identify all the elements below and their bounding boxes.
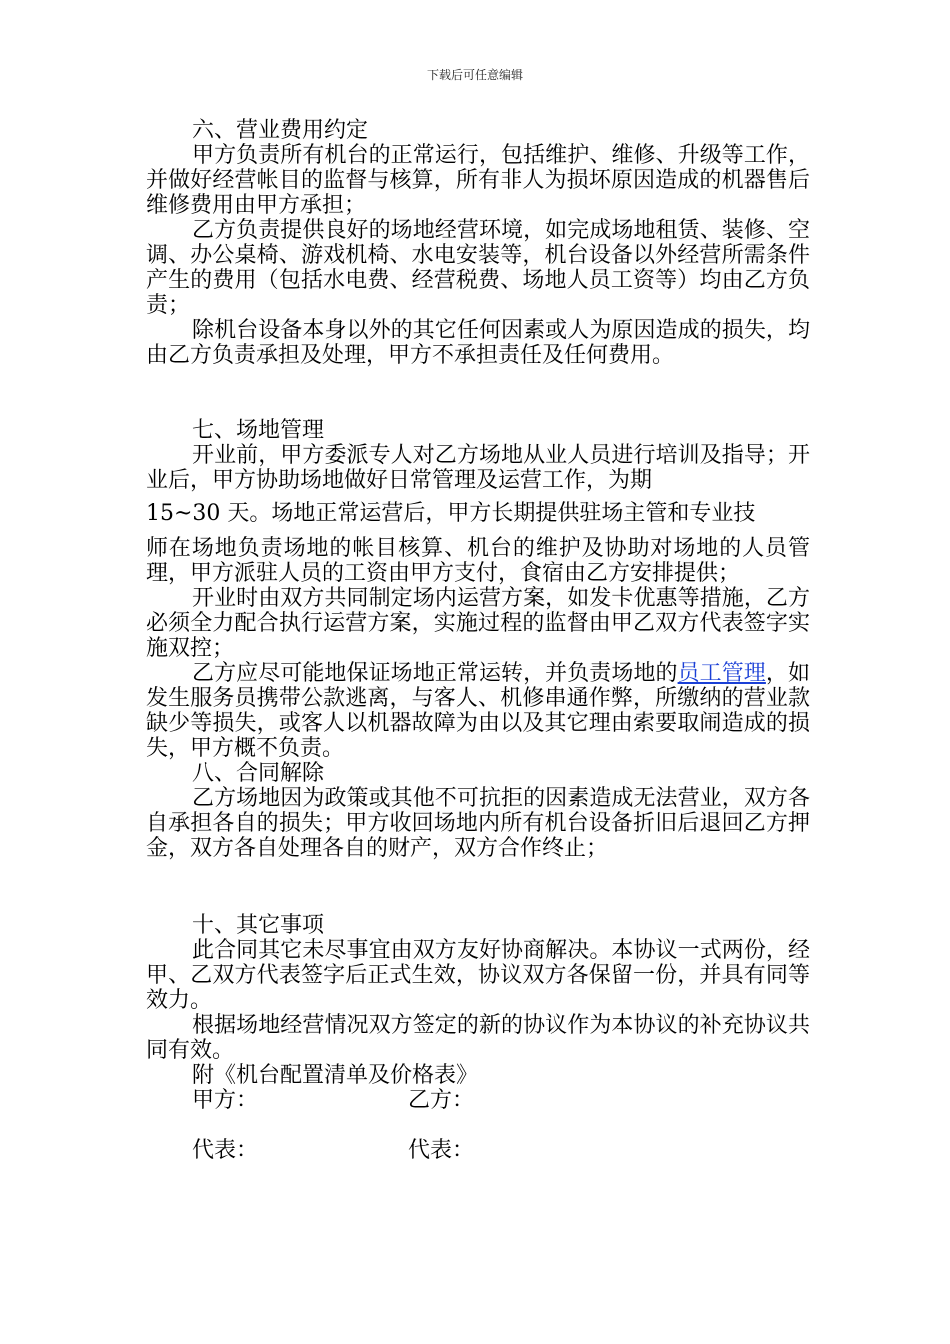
- section-spacer: [146, 861, 810, 913]
- section-spacer: [146, 368, 810, 418]
- section-7-paragraph-1a: 开业前，甲方委派专人对乙方场地从业人员进行培训及指导；开业后，甲方协助场地做好日常管理及运营工作，为期: [146, 443, 810, 493]
- section-7-paragraph-2: 开业时由双方共同制定场内运营方案，如发卡优惠等措施，乙方必须全力配合执行运营方案，实施过程的监督由甲乙双方代表签字实施双控；: [146, 586, 810, 661]
- party-a-label: 甲方：: [192, 1088, 259, 1113]
- section-7-paragraph-3b: ，如发生服务员携带公款逃离，与客人、机修串通作弊，所缴纳的营业款缺少等损失，或客人以机器故障为由以及其它理由索要取闹造成的损失，甲方概不负责。: [146, 661, 810, 761]
- section-6-paragraph-1: 甲方负责所有机台的正常运行，包括维护、维修、升级等工作，并做好经营帐目的监督与核算，所有非人为损坏原因造成的机器售后维修费用由甲方承担；: [146, 143, 810, 218]
- section-7-paragraph-1c: 师在场地负责场地的帐目核算、机台的维护及协助对场地的人员管理，甲方派驻人员的工资由甲方支付，食宿由乙方安排提供；: [146, 536, 810, 586]
- section-10-paragraph-1: 此合同其它未尽事宜由双方友好协商解决。本协议一式两份，经甲、乙双方代表签字后正式生效，协议双方各保留一份，并具有同等效力。: [146, 938, 810, 1013]
- signature-parties-row: [146, 1088, 810, 1113]
- party-b-label: 乙方：: [408, 1088, 475, 1113]
- section-8-title: 八、合同解除: [192, 761, 325, 786]
- staff-management-link[interactable]: 员工管理: [677, 661, 766, 686]
- signature-representatives-row: [146, 1138, 810, 1163]
- section-8-paragraph-1: 乙方场地因为政策或其他不可抗拒的因素造成无法营业，双方各自承担各自的损失；甲方收回场地内所有机台设备折旧后退回乙方押金，双方各自处理各自的财产，双方合作终止；: [146, 786, 810, 861]
- section-10-title: 十、其它事项: [192, 913, 325, 938]
- document-body: [146, 118, 810, 1163]
- signature-spacer: [146, 1113, 810, 1138]
- section-10-paragraph-2: 根据场地经营情况双方签定的新的协议作为本协议的补充协议共同有效。: [146, 1013, 810, 1063]
- page-header: 下载后可任意编辑: [426, 68, 523, 82]
- attachment-line: 附《机台配置清单及价格表》: [192, 1063, 479, 1088]
- section-7-paragraph-1b: 15~30 天。场地正常运营后，甲方长期提供驻场主管和专业技: [146, 501, 756, 526]
- section-7-paragraph-3a: 乙方应尽可能地保证场地正常运转，并负责场地的: [192, 661, 678, 686]
- rep-a-label: 代表：: [192, 1138, 259, 1163]
- rep-b-label: 代表：: [408, 1138, 475, 1163]
- section-6-paragraph-2: 乙方负责提供良好的场地经营环境，如完成场地租赁、装修、空调、办公桌椅、游戏机椅、水电安装等，机台设备以外经营所需条件产生的费用（包括水电费、经营税费、场地人员工资等）均由乙方负责；: [146, 218, 810, 318]
- section-7-paragraph-3: [146, 661, 810, 761]
- section-6-title: 六、营业费用约定: [192, 118, 369, 143]
- section-7-title: 七、场地管理: [192, 418, 325, 443]
- section-6-paragraph-3: 除机台设备本身以外的其它任何因素或人为原因造成的损失，均由乙方负责承担及处理，甲方不承担责任及任何费用。: [146, 318, 810, 368]
